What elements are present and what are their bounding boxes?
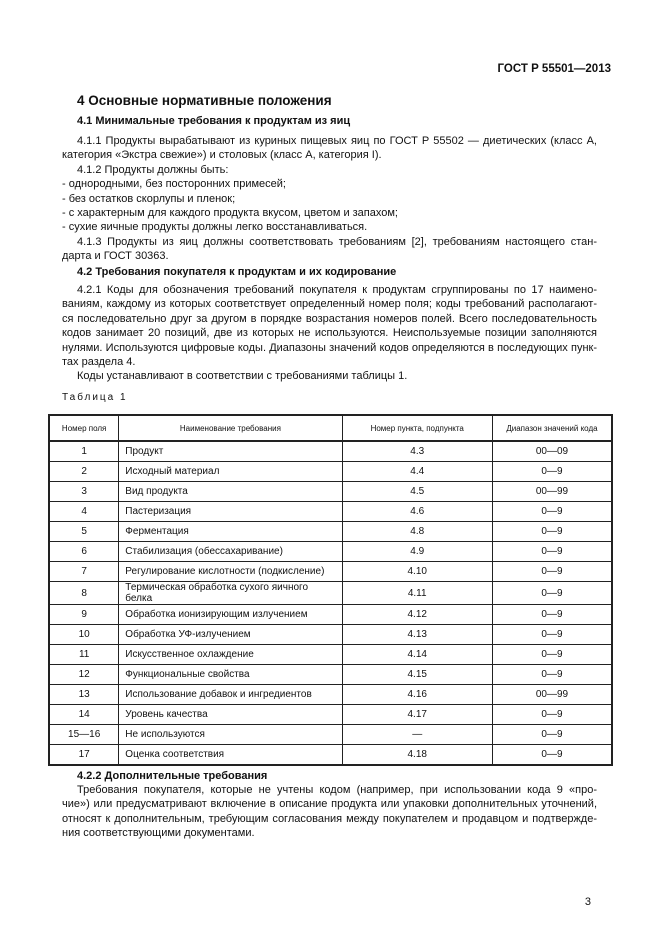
table-cell: —: [342, 725, 492, 745]
text-line: дарта и ГОСТ 30363.: [62, 250, 169, 263]
table-cell: Стабилизация (обессахаривание): [119, 542, 342, 562]
table-cell: 0—9: [492, 502, 612, 522]
table-cell: Обработка УФ-излучением: [119, 625, 342, 645]
text-line: 4.2.1 Коды для обозначения требований покупателя к продуктам сгруппированы по 17 наимено-: [77, 284, 597, 296]
table-cell: 8: [49, 582, 119, 605]
table-cell: 7: [49, 562, 119, 582]
table-cell: Использование добавок и ингредиентов: [119, 685, 342, 705]
column-header: Наименование требования: [119, 415, 342, 441]
text-line: Коды устанавливают в соответствии с требованиями таблицы 1.: [77, 370, 408, 383]
requirements-table: [48, 414, 613, 766]
table-row: [49, 605, 612, 625]
table-cell: 4.4: [342, 462, 492, 482]
table-cell: Ферментация: [119, 522, 342, 542]
table-cell: Функциональные свойства: [119, 665, 342, 685]
table-cell: Регулирование кислотности (подкисление): [119, 562, 342, 582]
subsection-title-4-2-2: 4.2.2 Дополнительные требования: [77, 770, 268, 782]
subsection-title-4-1: 4.1 Минимальные требования к продуктам из яиц: [77, 115, 351, 127]
table-row: [49, 705, 612, 725]
table-cell: 3: [49, 482, 119, 502]
table-cell: 5: [49, 522, 119, 542]
table-row: [49, 582, 612, 605]
table-cell: Обработка ионизирующим излучением: [119, 605, 342, 625]
table-cell: 4.15: [342, 665, 492, 685]
table-row: [49, 645, 612, 665]
table-cell: 4.11: [342, 582, 492, 605]
table-cell: 4.16: [342, 685, 492, 705]
table-cell: 0—9: [492, 582, 612, 605]
text-line: 4.1.1 Продукты вырабатывают из куриных пищевых яиц по ГОСТ Р 55502 — диетических (класс А,: [77, 135, 597, 147]
text-line: ния соответствующими документами.: [62, 827, 255, 840]
column-header: Номер поля: [49, 415, 119, 441]
table-cell: 4.8: [342, 522, 492, 542]
table-row: [49, 462, 612, 482]
table-cell: 9: [49, 605, 119, 625]
table-cell: Оценка соответствия: [119, 745, 342, 766]
table-row: [49, 441, 612, 462]
table-cell: Искусственное охлаждение: [119, 645, 342, 665]
table-row: [49, 685, 612, 705]
table-cell: 00—09: [492, 441, 612, 462]
text-line: Требования покупателя, которые не учтены кодом (например, при использовании кода 9 «про-: [77, 784, 597, 796]
text-line: чие») или предусматривают включение в описание продукта или упаковки дополнительных уточнений,: [62, 798, 597, 811]
text-line: ваниям, каждому из которых соответствует определенный номер поля; коды требований располагают-: [62, 298, 597, 311]
table-cell: 14: [49, 705, 119, 725]
table-cell: 00—99: [492, 482, 612, 502]
subsection-title-4-2: 4.2 Требования покупателя к продуктам и их кодирование: [77, 266, 397, 278]
text-line: - однородными, без посторонних примесей;: [62, 178, 286, 191]
table-cell: 4.17: [342, 705, 492, 725]
table-cell: 2: [49, 462, 119, 482]
table-cell: 0—9: [492, 705, 612, 725]
paragraph-4-1: [62, 134, 597, 264]
text-line: ся последовательно друг за другом в порядке возрастания номеров полей. Всего последовательность: [62, 312, 597, 325]
table-row: [49, 522, 612, 542]
table-cell: 4.9: [342, 542, 492, 562]
document-header: ГОСТ Р 55501—2013: [497, 63, 611, 75]
text-line: - без остатков скорлупы и пленок;: [62, 192, 236, 205]
table-cell: 13: [49, 685, 119, 705]
table-cell: 4.12: [342, 605, 492, 625]
table-cell: Исходный материал: [119, 462, 342, 482]
table-cell: 11: [49, 645, 119, 665]
table-cell: 0—9: [492, 462, 612, 482]
table-cell: 10: [49, 625, 119, 645]
table-cell: 12: [49, 665, 119, 685]
table-cell: 4.6: [342, 502, 492, 522]
table-cell: Уровень качества: [119, 705, 342, 725]
table-cell: 0—9: [492, 665, 612, 685]
table-cell: 1: [49, 441, 119, 462]
table-cell: 00—99: [492, 685, 612, 705]
table-row: [49, 542, 612, 562]
paragraph-4-2-2: [62, 783, 597, 841]
table-cell: Не используются: [119, 725, 342, 745]
table-row: [49, 665, 612, 685]
table-row: [49, 482, 612, 502]
table-cell: 0—9: [492, 725, 612, 745]
table-cell: Пастеризация: [119, 502, 342, 522]
table-cell: Продукт: [119, 441, 342, 462]
page-number: 3: [584, 896, 591, 908]
table-cell: 4.14: [342, 645, 492, 665]
section-title: 4 Основные нормативные положения: [77, 93, 332, 108]
table-cell: 0—9: [492, 522, 612, 542]
table-cell: 0—9: [492, 745, 612, 766]
table-cell: 0—9: [492, 625, 612, 645]
table-cell: 0—9: [492, 605, 612, 625]
text-line: тах раздела 4.: [62, 355, 136, 368]
table-cell: 0—9: [492, 645, 612, 665]
table-cell: 4: [49, 502, 119, 522]
table-row: [49, 725, 612, 745]
text-line: категория «Экстра свежие») и столовых (класс А, категория I).: [62, 149, 382, 162]
table-cell: 15—16: [49, 725, 119, 745]
table-cell: Термическая обработка сухого яичного белка: [119, 582, 342, 605]
text-line: - сухие яичные продукты должны легко восстанавливаться.: [62, 221, 368, 234]
table-cell: 0—9: [492, 542, 612, 562]
text-line: 4.1.3 Продукты из яиц должны соответствовать требованиям [2], требованиям настоящего стан-: [77, 235, 597, 248]
text-line: 4.1.2 Продукты должны быть:: [77, 163, 229, 176]
column-header: Номер пункта, подпункта: [342, 415, 492, 441]
table-cell: 4.5: [342, 482, 492, 502]
table-cell: 17: [49, 745, 119, 766]
text-line: кодов занимает 20 позиций, две из которых не используются. Неиспользуемые позиции заполняются: [62, 327, 597, 340]
text-line: относят к дополнительным, требующим согласования между покупателем и продавцом и подтвержде-: [62, 812, 597, 825]
table-cell: 4.10: [342, 562, 492, 582]
column-header: Диапазон значений кода: [492, 415, 612, 441]
table-cell: 4.3: [342, 441, 492, 462]
table-cell: Вид продукта: [119, 482, 342, 502]
paragraph-4-2: [62, 283, 597, 384]
table-row: [49, 745, 612, 766]
text-line: нулями. Используются цифровые коды. Диапазоны значений кодов определяются в последующих пунк-: [62, 341, 597, 354]
table-cell: 0—9: [492, 562, 612, 582]
table-row: [49, 502, 612, 522]
table-cell: 6: [49, 542, 119, 562]
text-line: - с характерным для каждого продукта вкусом, цветом и запахом;: [62, 206, 398, 219]
table-cell: 4.18: [342, 745, 492, 766]
table-row: [49, 562, 612, 582]
table-caption: Таблица 1: [62, 392, 128, 403]
table-row: [49, 625, 612, 645]
table-cell: 4.13: [342, 625, 492, 645]
